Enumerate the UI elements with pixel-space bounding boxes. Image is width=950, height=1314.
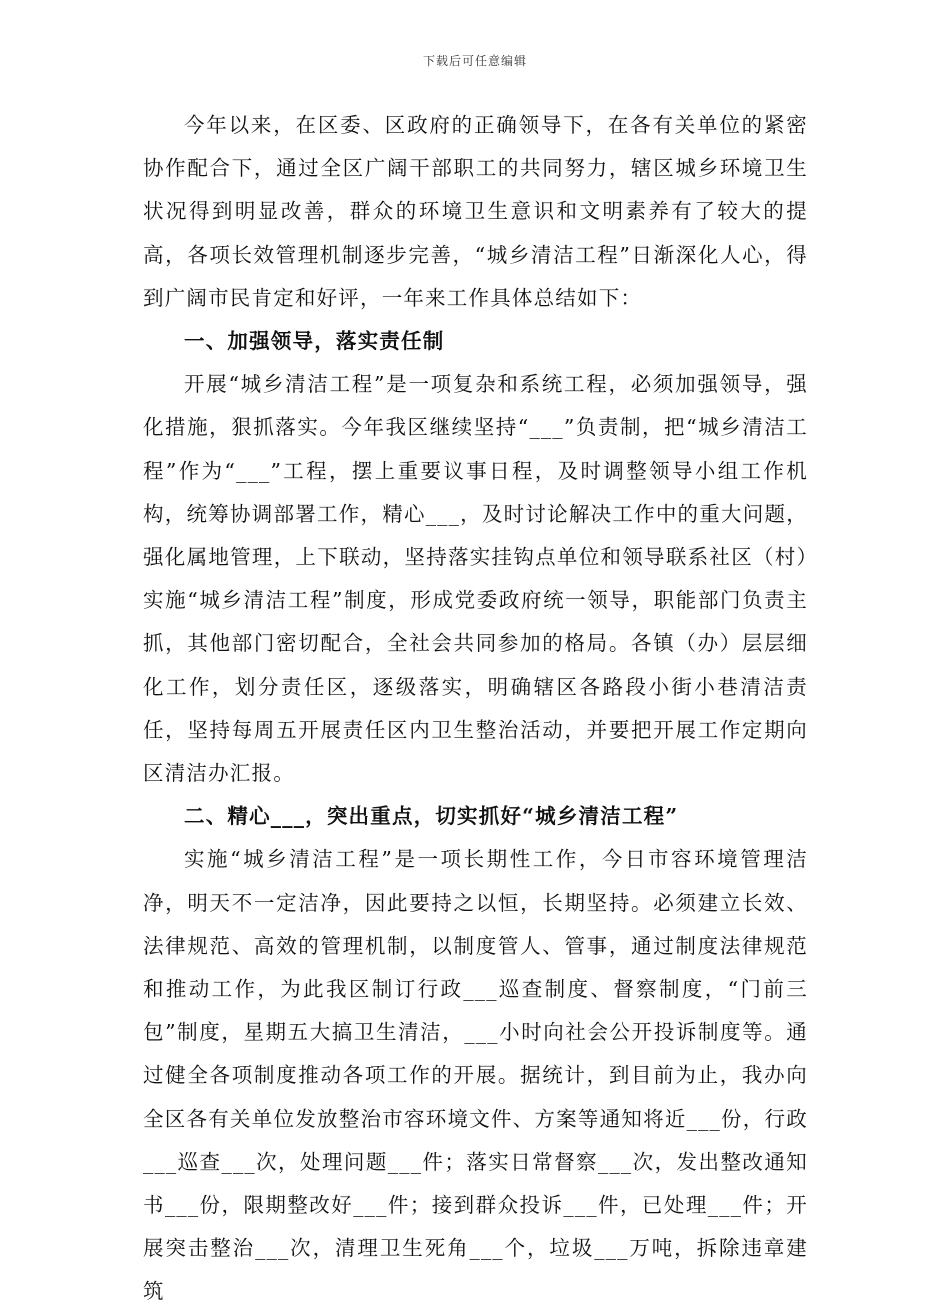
document-body (143, 104, 808, 1314)
page-header: 下载后可任意编辑 (422, 54, 527, 68)
section-2-paragraph: 实施“城乡清洁工程”是一项长期性工作，今日市容环境管理洁净，明天不一定洁净，因此要持之以恒，长期坚持。必须建立长效、法律规范、高效的管理机制，以制度管人、管事，通过制度法律规范和推动工作，为此我区制订行政___巡查制度、督察制度，“门前三包”制度，星期五大搞卫生清洁，___小时向社会公开投诉制度等。通过健全各项制度推动各项工作的开展。据统计，到目前为止，我办向全区各有关单位发放整治市容环境文件、方案等通知将近___份，行政___巡查___次，处理问题___件；落实日常督察___次，发出整改通知书___份，限期整改好___件；接到群众投诉___件，已处理___件；开展突击整治___次，清理卫生死角___个，垃圾___万吨，拆除违章建筑 (143, 847, 808, 1304)
section-1-paragraph: 开展“城乡清洁工程”是一项复杂和系统工程，必须加强领导，强化措施，狠抓落实。今年我区继续坚持“___”负责制，把“城乡清洁工程”作为“___”工程，摆上重要议事日程，及时调整领导小组工作机构，统筹协调部署工作，精心___，及时讨论解决工作中的重大问题，强化属地管理，上下联动，坚持落实挂钩点单位和领导联系社区（村）实施“城乡清洁工程”制度，形成党委政府统一领导，职能部门负责主抓，其他部门密切配合，全社会共同参加的格局。各镇（办）层层细化工作，划分责任区，逐级落实，明确辖区各路段小街小巷清洁责任，坚持每周五开展责任区内卫生整治活动，并要把开展工作定期向区清洁办汇报。 (143, 372, 808, 786)
section-1-heading: 一、加强领导，落实责任制 (184, 329, 445, 354)
intro-paragraph: 今年以来，在区委、区政府的正确领导下，在各有关单位的紧密协作配合下，通过全区广阔干部职工的共同努力，辖区城乡环境卫生状况得到明显改善，群众的环境卫生意识和文明素养有了较大的提高，各项长效管理机制逐步完善，“城乡清洁工程”日渐深化人心，得到广阔市民肯定和好评，一年来工作具体总结如下： (143, 113, 808, 310)
section-2-heading: 二、精心___，突出重点，切实抓好“城乡清洁工程” (184, 804, 679, 829)
